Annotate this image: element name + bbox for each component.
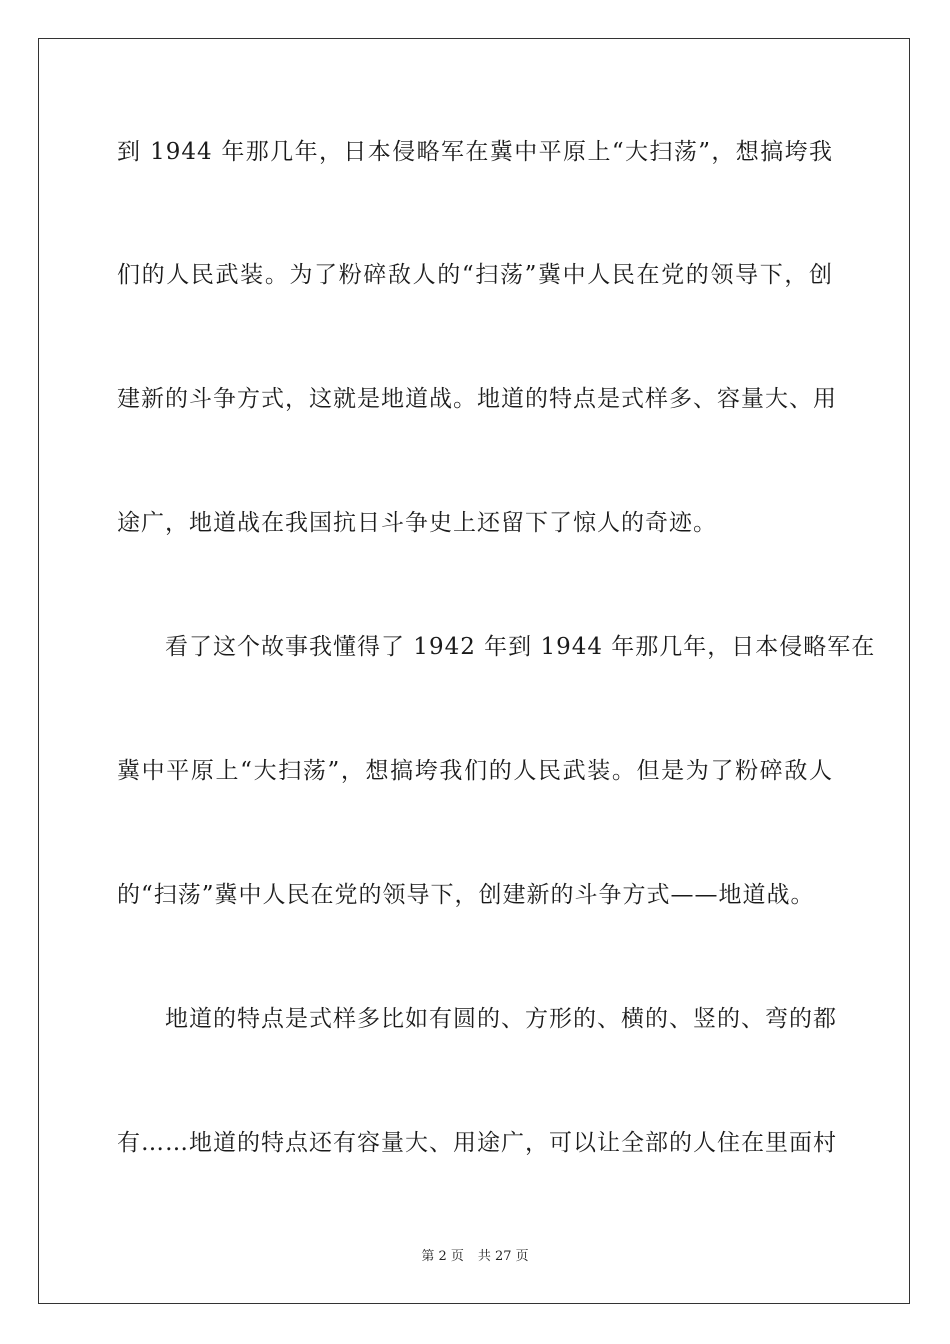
paragraph-1-line-4: 途广，地道战在我国抗日斗争史上还留下了惊人的奇迹。: [117, 510, 717, 536]
paragraph-1-line-2: 们的人民武装。为了粉碎敌人的“扫荡”冀中人民在党的领导下，创: [117, 262, 833, 288]
page-number: 第 2 页: [421, 1249, 464, 1264]
paragraph-2-line-3: 的“扫荡”冀中人民在党的领导下，创建新的斗争方式——地道战。: [117, 882, 815, 908]
paragraph-2-line-1: 看了这个故事我懂得了 1942 年到 1944 年那几年，日本侵略军在: [165, 634, 876, 660]
paragraph-3-line-2: 有……地道的特点还有容量大、用途广，可以让全部的人住在里面村: [117, 1130, 837, 1156]
paragraph-3-line-1: 地道的特点是式样多比如有圆的、方形的、横的、竖的、弯的都: [165, 1006, 837, 1032]
page-total: 共 27 页: [477, 1249, 529, 1264]
page-border: [38, 38, 910, 1304]
paragraph-2-line-2: 冀中平原上“大扫荡”，想搞垮我们的人民武装。但是为了粉碎敌人: [117, 758, 833, 784]
paragraph-1-line-3: 建新的斗争方式，这就是地道战。地道的特点是式样多、容量大、用: [117, 386, 837, 412]
paragraph-1-line-1: 到 1944 年那几年，日本侵略军在冀中平原上“大扫荡”，想搞垮我: [117, 139, 833, 165]
page-footer: [0, 1248, 950, 1266]
